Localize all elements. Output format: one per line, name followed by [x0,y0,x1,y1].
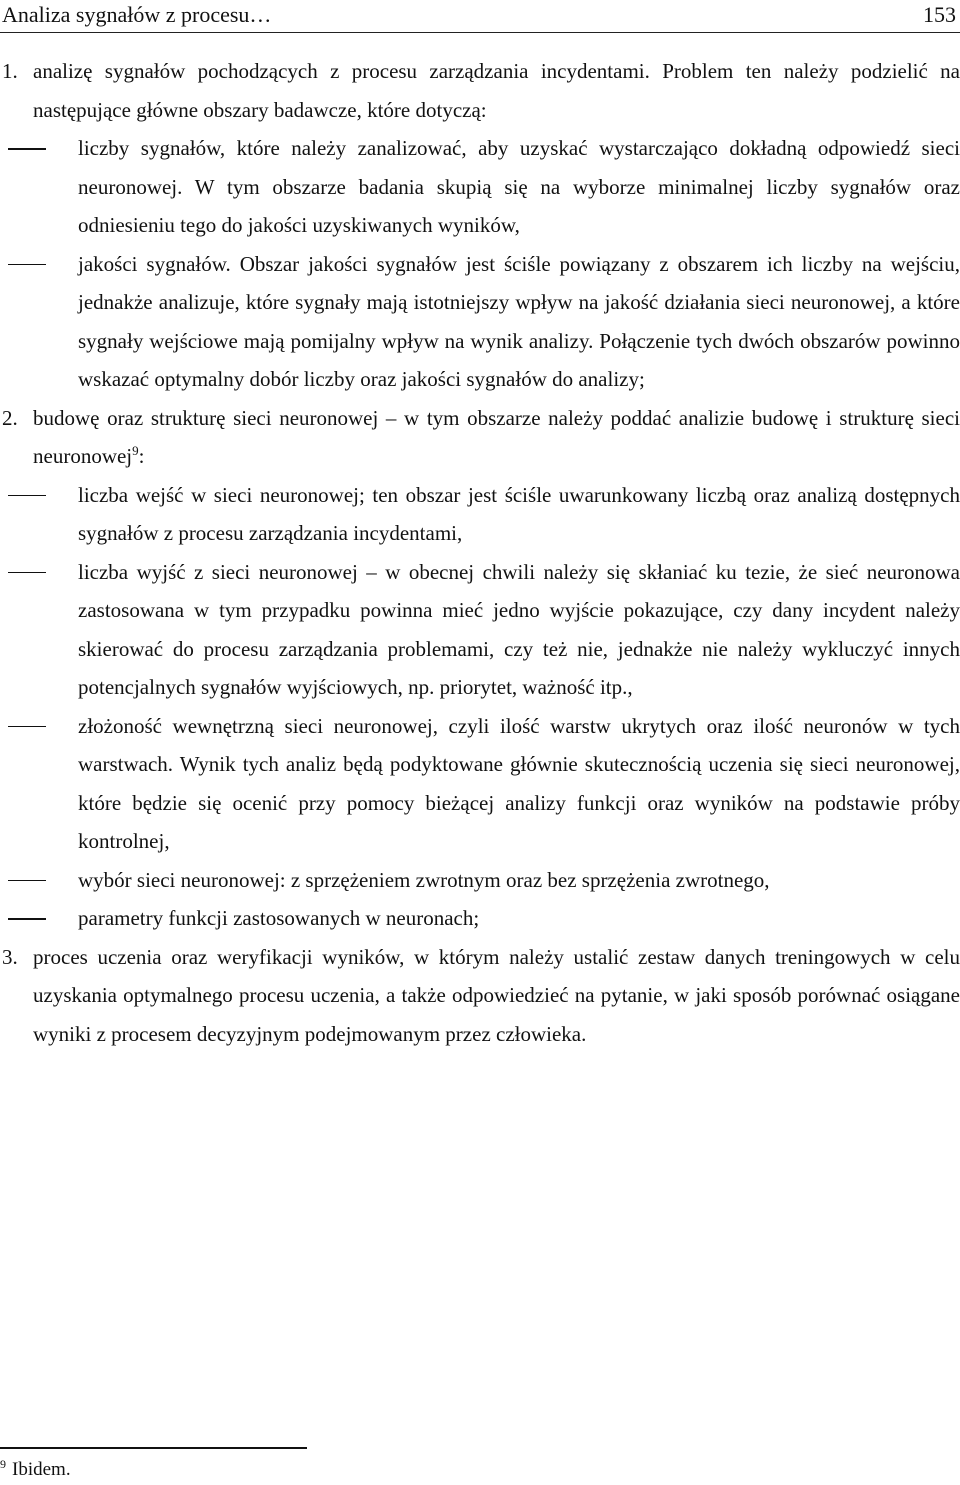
dash-bullet [8,572,46,574]
sub-item [0,553,960,707]
footnote-mark: 9 [0,1457,6,1471]
dash-bullet [8,880,46,882]
list-number: 2. [2,405,18,430]
sub-item [0,861,960,900]
list-item-text: analizę sygnałów pochodzących z procesu zarządzania incydentami. Problem ten należy podzielić na następujące główne obszary badawcze, które dotyczą: [33,59,960,122]
list-item-2 [0,399,960,476]
sub-item-text: złożoność wewnętrzną sieci neuronowej, czyli ilość warstw ukrytych oraz ilość neuronów w tych warstwach. Wynik tych analiz będą podyktowane głównie skutecznością uczenia się sieci neuronowej, które będzie się ocenić przy pomocy bieżącej analizy funkcji oraz wyników na podstawie próby kontrolnej, [78,713,960,853]
sub-item-text: wybór sieci neuronowej: z sprzężeniem zwrotnym oraz bez sprzężenia zwrotnego, [78,867,770,892]
main-text [0,52,960,1053]
footnote-separator [0,1447,307,1449]
dash-bullet [8,495,46,497]
dash-bullet [8,148,46,150]
running-header [0,0,960,33]
footnote [0,1458,71,1482]
sub-item-text: jakości sygnałów. Obszar jakości sygnałów jest ściśle powiązany z obszarem ich liczby na wejściu, jednakże analizuje, które sygnały mają istotniejszy wpływ na jakość działania sieci neuronowej, a które sygnały wejściowe mają pomijalny wpływ na wynik analizy. Połączenie tych dwóch obszarów powinno wskazać optymalny dobór liczby oraz jakości sygnałów do analizy; [78,251,960,391]
sub-item-text: liczby sygnałów, które należy zanalizować, aby uzyskać wystarczająco dokładną odpowiedź sieci neuronowej. W tym obszarze badania skupią się na wyborze minimalnej liczby sygnałów oraz odniesieniu tego do jakości uzyskiwanych wyników, [78,136,960,237]
sub-item-text: parametry funkcji zastosowanych w neuronach; [78,906,480,930]
sub-item-text: liczba wejść w sieci neuronowej; ten obszar jest ściśle uwarunkowany liczbą oraz analizą dostępnych sygnałów z procesu zarządzania incydentami, [78,482,960,545]
list-item-text: budowę oraz strukturę sieci neuronowej – w tym obszarze należy poddać analizie budowę i strukturę sieci neuronowej$^9$: [33,405,960,468]
list-number: 1. [2,59,18,83]
sub-item [0,245,960,399]
footnote-text: Ibidem. [12,1459,71,1480]
dash-bullet [8,726,46,728]
list-item-3 [0,938,960,1054]
list-item-text: proces uczenia oraz weryfikacji wyników, w którym należy ustalić zestaw danych treningowych w celu uzyskania optymalnego procesu uczenia, a także odpowiedzieć na pytanie, w jaki sposób porównać osiągane wyniki z procesem decyzyjnym podejmowanym przez człowieka. [33,944,960,1046]
sub-item-text: liczba wyjść z sieci neuronowej – w obecnej chwili należy się skłaniać ku tezie, że sieć neuronowa zastosowana w tym przypadku powinna mieć jedno wyjście pokazujące, czy dany incydent należy skierować do procesu zarządzania problemami, czy też nie, jednakże nie należy wykluczyć innych potencjalnych sygnałów wyjściowych, np. priorytet, ważność itp., [78,559,960,699]
sub-item [0,899,960,938]
dash-bullet [8,264,46,266]
list-number: 3. [2,944,18,969]
sub-item [0,129,960,245]
sub-item [0,476,960,553]
running-title: Analiza sygnałów z procesu… [2,2,272,27]
list-item-1 [0,52,960,129]
footnote-reference[interactable]: 9 [132,443,139,458]
dash-bullet [8,918,46,920]
sub-item [0,707,960,861]
page-number: 153 [923,2,956,27]
